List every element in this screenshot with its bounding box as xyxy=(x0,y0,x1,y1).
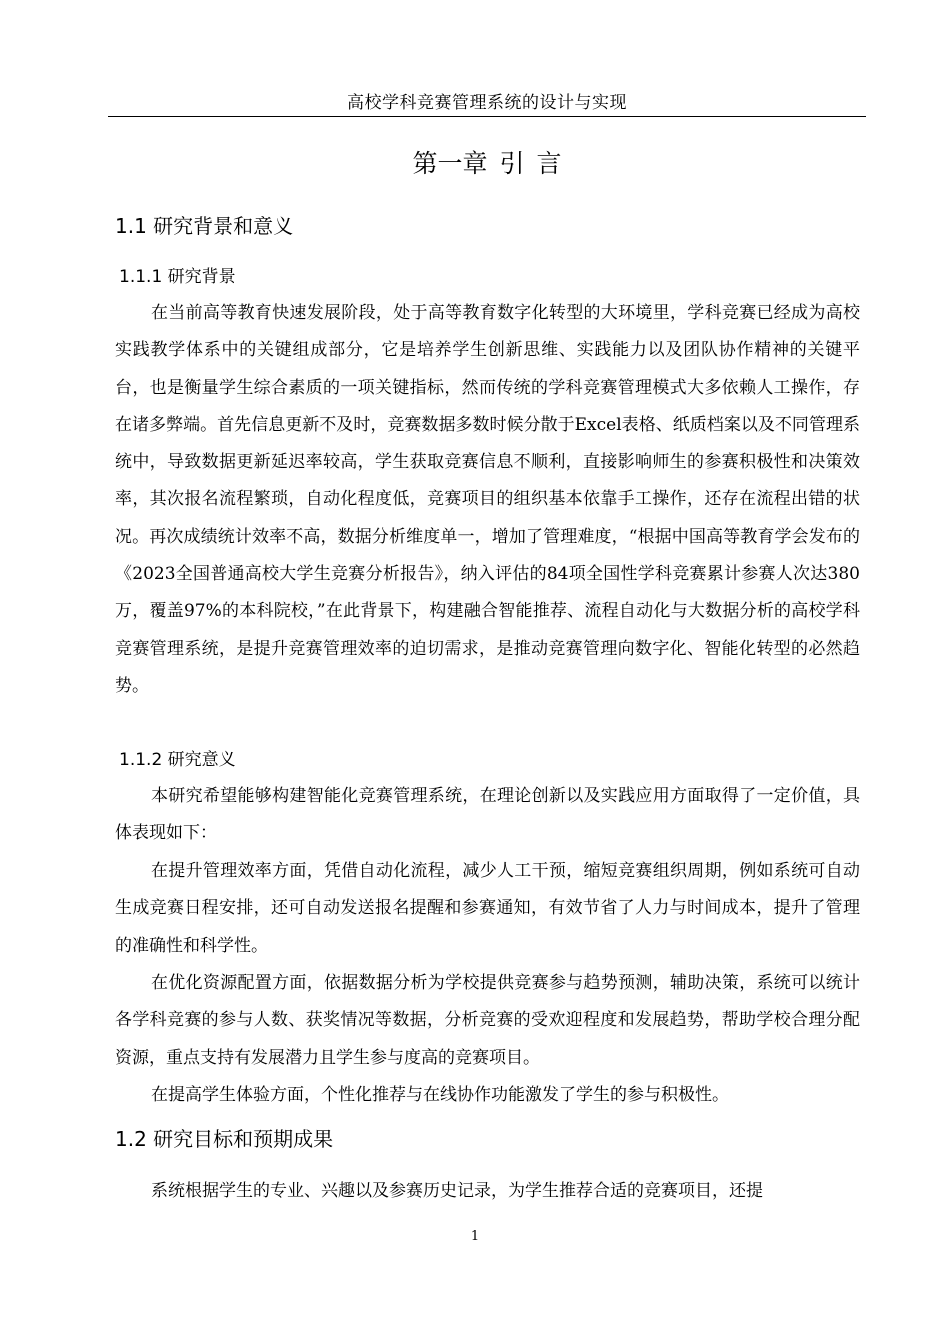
paragraph-resource-allocation: 在优化资源配置方面，依据数据分析为学校提供竞赛参与趋势预测，辅助决策，系统可以统计各学科竞赛的参与人数、获奖情况等数据，分析竞赛的受欢迎程度和发展趋势，帮助学校合理分配资源，重点支持有发展潜力且学生参与度高的竞赛项目。 xyxy=(115,973,860,1068)
section-heading-1-2: 1.2 研究目标和预期成果 xyxy=(115,1127,334,1151)
paragraph-research-goals: 系统根据学生的专业、兴趣以及参赛历史记录，为学生推荐合适的竞赛项目，还提 xyxy=(151,1181,763,1201)
header-rule xyxy=(108,116,866,117)
paragraph-management-efficiency: 在提升管理效率方面，凭借自动化流程，减少人工干预，缩短竞赛组织周期，例如系统可自动生成竞赛日程安排，还可自动发送报名提醒和参赛通知，有效节省了人力与时间成本，提升了管理的准确性和科学性。 xyxy=(115,861,860,956)
section-heading-1-1: 1.1 研究背景和意义 xyxy=(115,214,294,238)
paragraph-significance-intro: 本研究希望能够构建智能化竞赛管理系统，在理论创新以及实践应用方面取得了一定价值，具体表现如下： xyxy=(115,786,860,844)
page-number: 1 xyxy=(470,1229,480,1244)
paragraph-student-experience: 在提高学生体验方面，个性化推荐与在线协作功能激发了学生的参与积极性。 xyxy=(151,1085,729,1105)
running-header: 高校学科竞赛管理系统的设计与实现 xyxy=(347,93,627,113)
subsection-heading-1-1-2: 1.1.2 研究意义 xyxy=(119,750,236,770)
subsection-heading-1-1-1: 1.1.1 研究背景 xyxy=(119,267,236,287)
chapter-title: 第一章 引 言 xyxy=(412,149,562,178)
paragraph-research-background: 在当前高等教育快速发展阶段，处于高等教育数字化转型的大环境里，学科竞赛已经成为高校实践教学体系中的关键组成部分，它是培养学生创新思维、实践能力以及团队协作精神的关键平台，也是衡量学生综合素质的一项关键指标，然而传统的学科竞赛管理模式大多依赖人工操作，存在诸多弊端。首先信息更新不及时，竞赛数据多数时候分散于Excel表格、纸质档案以及不同管理系统中，导致数据更新延迟率较高，学生获取竞赛信息不顺利，直接影响师生的参赛积极性和决策效率，其次报名流程繁琐，自动化程度低，竞赛项目的组织基本依靠手工操作，还存在流程出错的状况。再次成绩统计效率不高，数据分析维度单一，增加了管理难度，“根据中国高等教育学会发布的《2023全国普通高校大学生竞赛分析报告》，纳入评估的84项全国性学科竞赛累计参赛人次达380万，覆盖97%的本科院校，”在此背景下，构建融合智能推荐、流程自动化与大数据分析的高校学科竞赛管理系统，是提升竞赛管理效率的迫切需求，是推动竞赛管理向数字化、智能化转型的必然趋势。 xyxy=(115,303,860,696)
